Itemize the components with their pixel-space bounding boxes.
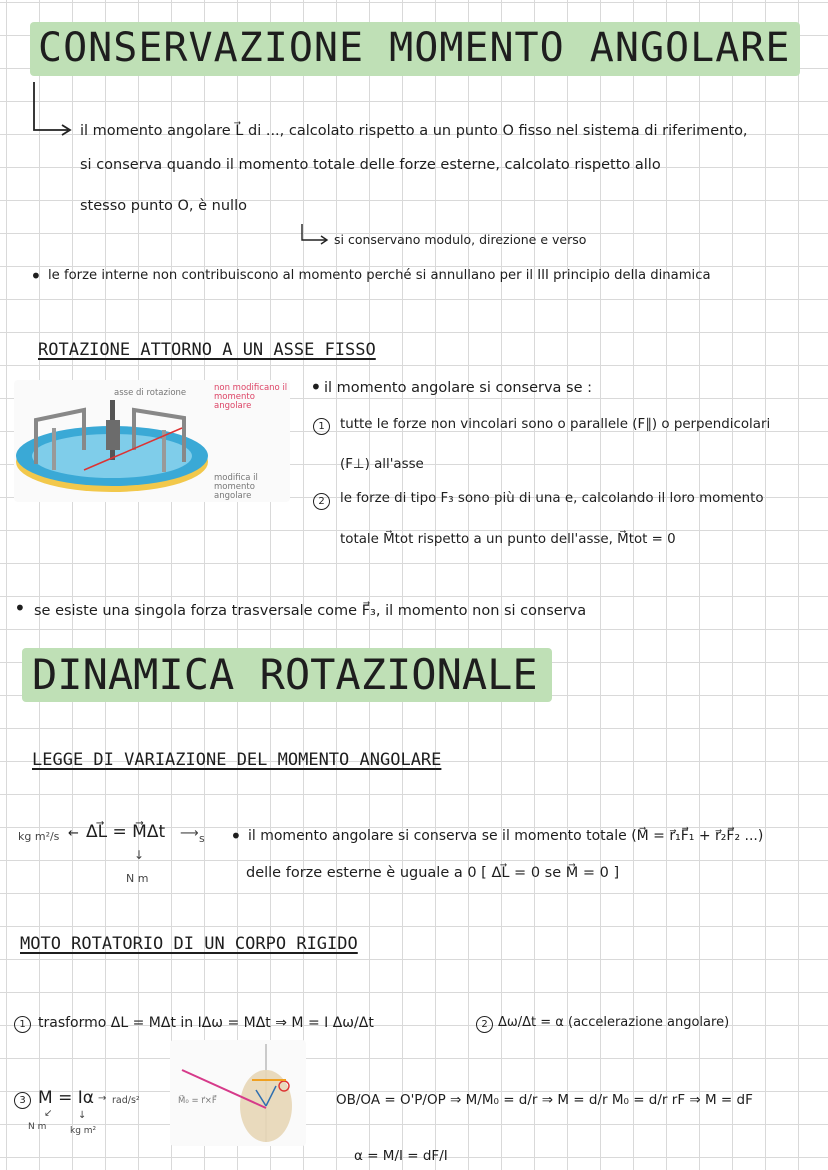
section-heading-law: LEGGE DI VARIAZIONE DEL MOMENTO ANGOLARE bbox=[32, 750, 442, 770]
law-formula: ΔL⃗ = M⃗Δt bbox=[86, 822, 166, 842]
step-number-2: 2 bbox=[476, 1016, 493, 1033]
step1-formula: trasformo ΔL = MΔt in IΔω = MΔt ⇒ M = I Δω/Δt bbox=[38, 1015, 374, 1031]
intro-line-2: si conserva quando il momento totale delle forze esterne, calcolato rispetto allo bbox=[80, 157, 661, 173]
bullet-dot: • bbox=[14, 596, 26, 620]
item2-line2: totale M⃗tot rispetto a un punto dell'asse, M⃗tot = 0 bbox=[340, 532, 676, 547]
alpha-formula: α = M/I = dF/I bbox=[354, 1148, 448, 1164]
section-heading-rigid: MOTO ROTATORIO DI UN CORPO RIGIDO bbox=[20, 934, 358, 954]
section-title-dynamics: DINAMICA ROTAZIONALE bbox=[22, 648, 552, 702]
bullet-dot: • bbox=[310, 375, 322, 399]
item1-line1: tutte le forze non vincolari sono o parallele (F∥) o perpendicolari bbox=[340, 417, 771, 432]
page-title: CONSERVAZIONE MOMENTO ANGOLARE bbox=[30, 22, 800, 76]
carousel-figure bbox=[14, 380, 290, 502]
item1-line2: (F⊥) all'asse bbox=[340, 457, 424, 472]
law-text-2: delle forze esterne è uguale a 0 [ ΔL⃗ = 0 se M⃗ = 0 ] bbox=[246, 865, 620, 881]
step3-unit-i: kg m² bbox=[70, 1126, 97, 1136]
rigid-figure-label: M⃗₀ = r⃗×F⃗ bbox=[178, 1096, 217, 1106]
item2-line1: le forze di tipo F₃ sono più di una e, calcolando il loro momento bbox=[340, 491, 764, 506]
section-heading-rotation: ROTAZIONE ATTORNO A UN ASSE FISSO bbox=[38, 340, 376, 360]
unit-below: N m bbox=[126, 872, 149, 885]
step-number-1: 1 bbox=[14, 1016, 31, 1033]
figure-label-bottom: modifica il momento angolare bbox=[214, 473, 258, 501]
rigid-body-figure bbox=[170, 1040, 306, 1146]
arrow-right-icon: → bbox=[98, 1093, 107, 1104]
figure-label-axis: asse di rotazione bbox=[114, 388, 187, 398]
step3-formula: M = Iα bbox=[38, 1088, 94, 1108]
law-text-1: il momento angolare si conserva se il momento totale (M⃗ = r⃗₁F⃗₁ + r⃗₂F⃗₂ ...) bbox=[248, 828, 764, 844]
rigid-body-illustration bbox=[170, 1040, 306, 1146]
bullet-internal-forces: le forze interne non contribuiscono al momento perché si annullano per il III principio della dinamica bbox=[48, 268, 711, 283]
intro-note: si conservano modulo, direzione e verso bbox=[334, 232, 587, 247]
rotation-intro: il momento angolare si conserva se : bbox=[324, 380, 593, 396]
ratio-chain: OB/OA = O'P/OP ⇒ M/M₀ = d/r ⇒ M = d/r M₀ = d/r rF ⇒ M = dF bbox=[336, 1092, 753, 1108]
step3-unit-right: rad/s² bbox=[112, 1095, 140, 1106]
step2-formula: Δω/Δt = α (accelerazione angolare) bbox=[498, 1015, 730, 1030]
bullet-dot: • bbox=[30, 264, 42, 288]
arrow-down-icon: ↙ bbox=[44, 1108, 53, 1119]
arrow-down-icon: ↓ bbox=[134, 848, 145, 862]
unit-right: s bbox=[199, 832, 205, 845]
arrow-left-icon: ← bbox=[68, 826, 79, 841]
bracket-arrow-icon bbox=[28, 80, 78, 140]
bullet-transverse: se esiste una singola forza trasversale come F⃗₃, il momento non si conserva bbox=[34, 603, 587, 619]
intro-line-3: stesso punto O, è nullo bbox=[80, 198, 247, 214]
step3-unit-m: N m bbox=[28, 1122, 47, 1132]
item-number-2: 2 bbox=[313, 493, 330, 510]
arrow-right-icon: ⟶ bbox=[180, 826, 199, 841]
step-number-3: 3 bbox=[14, 1092, 31, 1109]
item-number-1: 1 bbox=[313, 418, 330, 435]
intro-line-1: il momento angolare L⃗ di ..., calcolato rispetto a un punto O fisso nel sistema di riferimento, bbox=[80, 123, 748, 139]
figure-label-top: non modificano il momento angolare bbox=[214, 383, 288, 411]
unit-left: kg m²/s bbox=[18, 830, 60, 843]
arrow-down-icon: ↓ bbox=[78, 1110, 87, 1121]
bullet-dot: • bbox=[230, 824, 242, 848]
note-arrow-icon bbox=[298, 222, 332, 248]
